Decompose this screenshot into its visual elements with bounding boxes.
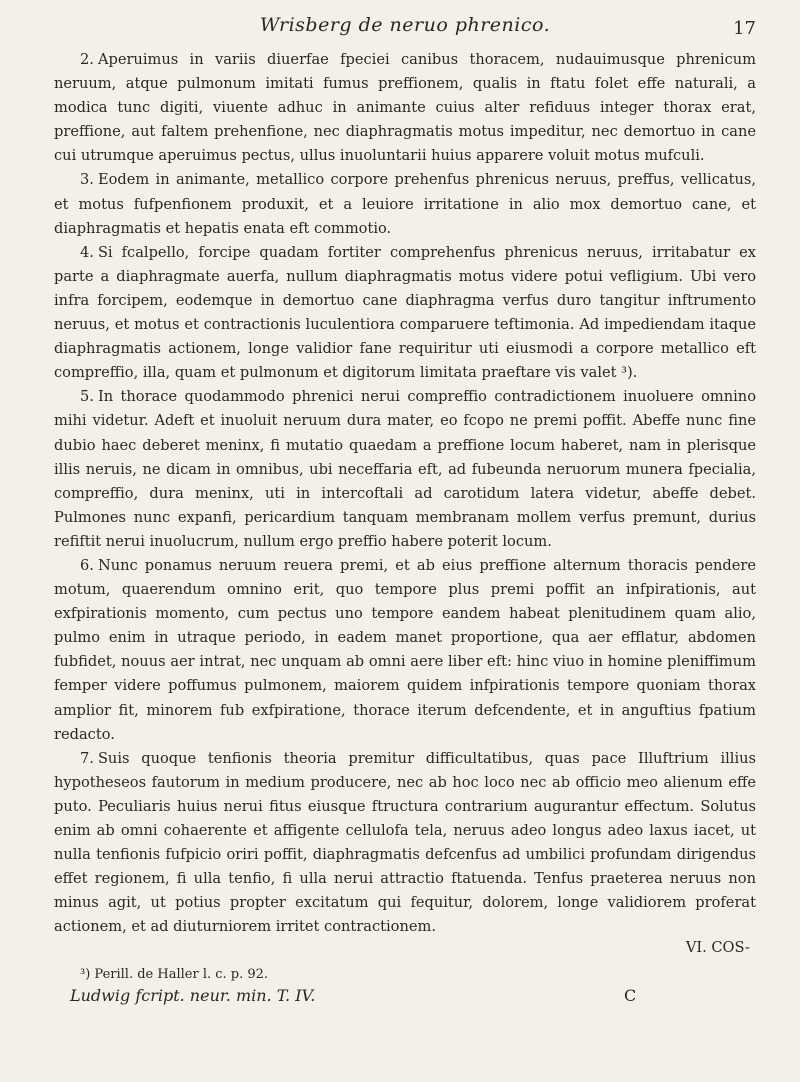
paragraph-3: [54, 168, 756, 240]
paragraph-number: 4.: [80, 243, 94, 261]
paragraph-text: Suis quoque tenfionis theoria premitur difficultatibus, quas pace Illuftrium illius hypotheseos fautorum in medium producere, nec ab hoc loco nec ab officio meo alienum effe puto. Peculiaris huius nerui fitus eiusque ftructura contrarium augurantur effectum. Solutus enim ab omni cohaerente et affigente cellulofa tela, neruus adeo longus adeo laxus iacet, ut nulla tenfionis fufpicio oriri poffit, diaphragmatis defcenfus ad umbilici profundam dirigendus effet regionem, fi ulla tenfio, fi ulla nerui attractio ftatuenda. Tenfus praeterea neruus non minus agit, ut potius propter excitatum qui fequitur, dolorem, longe validiorem proferat actionem, et ad diuturniorem irritet contractionem.: [54, 749, 756, 936]
paragraph-text: Si fcalpello, forcipe quadam fortiter comprehenfus phrenicus neruus, irritabatur ex parte a diaphragmate auerfa, nullum diaphragmatis motus videre potui vefligium. Ubi vero infra forcipem, eodemque in demortuo cane diaphragma verfus duro tangitur inftrumento neruus, et motus et contractionis luculentiora comparuere teftimonia. Ad impediendam itaque diaphragmatis actionem, longe validior fane requiritur uti eiusmodi a corpore metallico eft compreffio, illa, quam et pulmonum et digitorum limitata praeftare vis valet ³).: [54, 243, 756, 382]
signature-line: [54, 984, 756, 1012]
paragraph-number: 2.: [80, 51, 94, 68]
catchword: VI. COS-: [685, 939, 750, 957]
signature-mark: C: [624, 986, 637, 1006]
paragraph-number: 5.: [80, 388, 94, 406]
catchword-row: [54, 939, 756, 965]
running-head: [54, 8, 756, 48]
paragraph-text: Eodem in animante, metallico corpore prehenfus phrenicus neruus, preffus, vellicatus, et motus fufpenfionem produxit, et a leuiore irritatione in alio mox demortuo cane, et diaphragmatis et hepatis enata eft commotio.: [54, 171, 756, 237]
paragraph-number: 3.: [80, 171, 94, 189]
page-number: 17: [733, 18, 756, 39]
paragraph-5: [54, 385, 756, 554]
paragraph-2: [54, 48, 756, 168]
paragraph-number: 6.: [80, 556, 94, 574]
signature-text: Ludwig fcript. neur. min. T. IV.: [70, 986, 316, 1006]
paragraph-4: [54, 241, 756, 386]
body-text: [54, 48, 756, 939]
paragraph-7: [54, 747, 756, 940]
paragraph-text: In thorace quodammodo phrenici nerui compreffio contradictionem inuoluere omnino mihi videtur. Adeft et inuoluit neruum dura mater, eo fcopo ne premi poffit. Abeffe nunc fine dubio haec deberet meninx, fi mutatio quaedam a preffione locum haberet, nam in plerisque illis neruis, ne dicam in omnibus, ubi neceffaria eft, ad fubeunda neruorum munera fpecialia, compreffio, dura meninx, uti in intercoftali ad carotidum latera videtur, abeffe debet. Pulmones nunc expanfi, pericardium tanquam membranam mollem verfus premunt, durius refiftit nerui inuolucrum, nullum ergo preffio habere poterit locum.: [54, 388, 756, 550]
running-title: Wrisberg de neruo phrenico.: [259, 14, 551, 36]
footnote: ³) Perill. de Haller l. c. p. 92.: [80, 967, 269, 983]
paragraph-text: Nunc ponamus neruum reuera premi, et ab eius preffione alternum thoracis pendere motum, quaerendum omnino erit, quo tempore plus premi poffit an infpirationis, aut exfpirationis momento, cum pectus uno tempore eandem habeat plenitudinem quam alio, pulmo enim in utraque periodo, in eadem manet proportione, qua aer efflatur, abdomen fubfidet, nouus aer intrat, nec unquam ab omni aere liber eft: hinc viuo in homine pleniffimum femper videre poffumus pulmonem, maiorem quidem infpirationis tempore quoniam thorax amplior fit, minorem fub exfpiratione, thorace iterum defcendente, et in anguftius fpatium redacto.: [54, 556, 756, 743]
paragraph-number: 7.: [80, 749, 94, 767]
paragraph-text: Aperuimus in variis diuerfae fpeciei canibus thoracem, nudauimusque phrenicum neruum, atque pulmonum imitati fumus preffionem, qualis in ftatu folet effe naturali, a modica tunc digiti, viuente adhuc in animante cuius alter refiduus integer thorax erat, preffione, aut faltem prehenfione, nec diaphragmatis motus impeditur, nec demortuo in cane cui utrumque aperuimus pectus, ullus inuoluntarii huius apparere voluit motus mufculi.: [54, 51, 756, 165]
paragraph-6: [54, 554, 756, 747]
